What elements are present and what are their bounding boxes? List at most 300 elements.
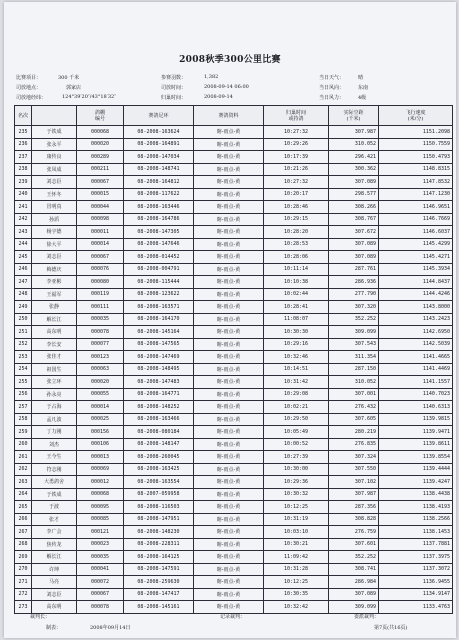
arrival-cell: 10:12:25 — [264, 501, 329, 514]
distance-cell: 307.672 — [329, 226, 379, 239]
header-speed: 飞行速度 (米/分) — [379, 106, 453, 126]
ring-cell: 08-2008-148230 — [124, 526, 194, 539]
arrival-cell: 10:11:14 — [264, 263, 329, 276]
loft-id-cell: 000011 — [77, 226, 124, 239]
project-label: 比赛项目： — [16, 75, 42, 81]
table-row — [15, 551, 453, 564]
ring-cell: 08-2008-164786 — [124, 213, 194, 226]
arrival-cell: 10:30:30 — [264, 326, 329, 339]
distance-cell: 311.354 — [329, 351, 379, 364]
rank-cell: 244 — [15, 238, 32, 251]
speed-cell: 1145.4271 — [379, 251, 453, 264]
speed-cell: 1141.4665 — [379, 351, 453, 364]
loft-id-cell: 000044 — [77, 201, 124, 214]
ring-cell: 08-2008-147565 — [124, 338, 194, 351]
rank-cell: 250 — [15, 313, 32, 326]
arrival-cell: 10:17:39 — [264, 151, 329, 164]
ring-cell: 08-2008-164771 — [124, 388, 194, 401]
table-body — [15, 126, 453, 614]
distance-cell: 276.835 — [329, 438, 379, 451]
rank-cell: 255 — [15, 376, 32, 389]
header-bird-info: 赛鸽资料 — [194, 106, 264, 126]
speed-cell: 1139.4247 — [379, 476, 453, 489]
arrival-cell: 10:02:21 — [264, 401, 329, 414]
loft-id-cell: 000085 — [77, 513, 124, 526]
wind-force-label: 当日风力： — [319, 95, 345, 101]
rank-cell: 261 — [15, 451, 32, 464]
distance-cell: 286.936 — [329, 276, 379, 289]
ring-cell: 08-2008-148252 — [124, 401, 194, 414]
arrival-cell: 10:12:25 — [264, 576, 329, 589]
arrival-cell: 10:28:53 — [264, 238, 329, 251]
bird-info-cell: 瞎-雨点-黄 — [194, 276, 264, 289]
ring-cell: 08-2008-163466 — [124, 413, 194, 426]
entries-label: 参赛羽数： — [161, 75, 187, 81]
loft-id-cell: 000012 — [77, 476, 124, 489]
bird-info-cell: 瞎-雨点-黄 — [194, 201, 264, 214]
speed-cell: 1142.5039 — [379, 338, 453, 351]
distance-cell: 310.052 — [329, 376, 379, 389]
speed-cell: 1141.4469 — [379, 363, 453, 376]
table-row — [15, 588, 453, 601]
rank-cell: 263 — [15, 476, 32, 489]
owner-cell: 李亚彬 — [32, 276, 77, 289]
wind-direction-value: 东南 — [358, 85, 369, 91]
arrival-cell: 10:20:17 — [264, 188, 329, 201]
rank-cell: 240 — [15, 188, 32, 201]
loft-id-cell: 000111 — [77, 301, 124, 314]
table-row — [15, 138, 453, 151]
distance-cell: 287.150 — [329, 363, 379, 376]
ring-cell: 08-2008-147469 — [124, 351, 194, 364]
owner-cell: 高东明 — [32, 601, 77, 614]
table-row — [15, 563, 453, 576]
ring-cell: 08-2008-148147 — [124, 438, 194, 451]
distance-cell: 280.219 — [329, 426, 379, 439]
owner-cell: 张静 — [32, 301, 77, 314]
loft-id-cell: 000014 — [77, 238, 124, 251]
rank-cell: 237 — [15, 151, 32, 164]
ring-cell: 08-2008-163571 — [124, 301, 194, 314]
bird-info-cell: 瞎-雨点-黄 — [194, 538, 264, 551]
bird-info-cell: 瞎-雨点-黄 — [194, 401, 264, 414]
owner-cell: 徐大平 — [32, 238, 77, 251]
header-distance: 实际空距 (千米) — [329, 106, 379, 126]
table-header-row — [15, 106, 453, 126]
speed-cell: 1141.1557 — [379, 376, 453, 389]
owner-cell: 张凤成 — [32, 163, 77, 176]
bird-info-cell: 瞎-雨点-黄 — [194, 313, 264, 326]
weather-value: 晴 — [358, 75, 364, 81]
loft-id-cell: 000025 — [77, 413, 124, 426]
speed-cell: 1143.2423 — [379, 313, 453, 326]
speed-cell: 1138.2566 — [379, 513, 453, 526]
owner-cell: 冒明真 — [32, 201, 77, 214]
owner-cell: 于铁成 — [32, 488, 77, 501]
owner-cell: 孟凡波 — [32, 413, 77, 426]
ring-cell: 08-2007-059958 — [124, 488, 194, 501]
speed-cell: 1138.4193 — [379, 501, 453, 514]
bird-info-cell: 瞎-雨点-黄 — [194, 413, 264, 426]
ring-cell: 08-2008-147591 — [124, 563, 194, 576]
owner-cell: 符志刚 — [32, 463, 77, 476]
distance-cell: 352.252 — [329, 313, 379, 326]
owner-cell: 大勇鸽舍 — [32, 476, 77, 489]
arrival-cell: 10:27:32 — [264, 126, 329, 139]
loft-id-cell: 000078 — [77, 326, 124, 339]
ring-cell: 08-2008-164812 — [124, 176, 194, 189]
loft-id-cell: 000077 — [77, 338, 124, 351]
distance-cell: 287.356 — [329, 501, 379, 514]
rank-cell: 239 — [15, 176, 32, 189]
header-ring: 赛鸽足环 — [124, 106, 194, 126]
rank-cell: 259 — [15, 426, 32, 439]
document-title: 2008秋季300公里比赛 — [179, 55, 281, 65]
bird-info-cell: 瞎-雨点-黄 — [194, 251, 264, 264]
bird-info-cell: 瞎-雨点-黄 — [194, 126, 264, 139]
rank-cell: 266 — [15, 513, 32, 526]
loft-id-cell: 000289 — [77, 151, 124, 164]
referee-label: 裁判长： — [30, 614, 51, 620]
loft-id-cell: 000041 — [77, 563, 124, 576]
ring-cell: 08-2008-148741 — [124, 163, 194, 176]
arrival-cell: 10:21:26 — [264, 163, 329, 176]
weather-label: 当日天气： — [319, 75, 345, 81]
bird-info-cell: 瞎-雨点-黄 — [194, 476, 264, 489]
speed-cell: 1139.9471 — [379, 426, 453, 439]
speed-cell: 1138.1453 — [379, 526, 453, 539]
ring-cell: 08-2008-080184 — [124, 426, 194, 439]
page-number: 第7页(共16页) — [374, 625, 408, 631]
arrival-cell: 10:29:08 — [264, 388, 329, 401]
table-row — [15, 413, 453, 426]
distance-cell: 308.266 — [329, 201, 379, 214]
rank-cell: 248 — [15, 288, 32, 301]
rank-cell: 273 — [15, 601, 32, 614]
release-time-label: 司放时间： — [161, 85, 187, 91]
owner-cell: 高东明 — [32, 326, 77, 339]
distance-cell: 307.987 — [329, 126, 379, 139]
speed-cell: 1146.6037 — [379, 226, 453, 239]
table-row — [15, 538, 453, 551]
loft-id-cell: 000121 — [77, 526, 124, 539]
arrival-cell: 10:28:20 — [264, 226, 329, 239]
speed-cell: 1138.4438 — [379, 488, 453, 501]
arrival-cell: 10:29:16 — [264, 338, 329, 351]
coordinates-value: 124°39′20″/43°18′32″ — [62, 94, 117, 100]
table-row — [15, 601, 453, 614]
speed-cell: 1139.9815 — [379, 413, 453, 426]
arrival-cell: 10:28:41 — [264, 301, 329, 314]
loft-id-cell: 000035 — [77, 551, 124, 564]
bird-info-cell: 瞎-雨点-黄 — [194, 463, 264, 476]
table-row — [15, 388, 453, 401]
arrival-cell: 10:05:49 — [264, 426, 329, 439]
arrival-cell: 10:28:46 — [264, 201, 329, 214]
ring-cell: 08-2008-115444 — [124, 276, 194, 289]
speed-cell: 1134.9147 — [379, 588, 453, 601]
rank-cell: 242 — [15, 213, 32, 226]
bird-info-cell: 瞎-雨点-黄 — [194, 426, 264, 439]
speed-cell: 1145.4299 — [379, 238, 453, 251]
table-row — [15, 338, 453, 351]
loft-id-cell: 000035 — [77, 313, 124, 326]
made-date: 2008年09月14日 — [90, 625, 131, 631]
arrival-cell: 11:08:07 — [264, 313, 329, 326]
rank-cell: 243 — [15, 226, 32, 239]
arrival-cell: 10:32:46 — [264, 351, 329, 364]
bird-info-cell: 瞎-雨点-黄 — [194, 513, 264, 526]
owner-cell: 孙滔 — [32, 213, 77, 226]
rank-cell: 251 — [15, 326, 32, 339]
owner-cell: 李长安 — [32, 338, 77, 351]
table-row — [15, 251, 453, 264]
ring-cell: 08-2008-163624 — [124, 126, 194, 139]
distance-cell: 307.605 — [329, 413, 379, 426]
table-row — [15, 488, 453, 501]
owner-cell: 于占海 — [32, 401, 77, 414]
arrival-cell: 10:31:42 — [264, 376, 329, 389]
distance-cell: 307.089 — [329, 588, 379, 601]
rank-cell: 253 — [15, 351, 32, 364]
owner-cell: 马亮 — [32, 576, 77, 589]
speed-cell: 1140.7023 — [379, 388, 453, 401]
table-row — [15, 513, 453, 526]
table-row — [15, 351, 453, 364]
wind-force-value: 4级 — [358, 95, 367, 101]
table-row — [15, 576, 453, 589]
distance-cell: 308.828 — [329, 513, 379, 526]
ring-cell: 08-2008-163425 — [124, 463, 194, 476]
table-row — [15, 376, 453, 389]
owner-cell: 梅德庆 — [32, 263, 77, 276]
bird-info-cell: 瞎-雨点-黄 — [194, 238, 264, 251]
rank-cell: 271 — [15, 576, 32, 589]
rank-cell: 265 — [15, 501, 32, 514]
table-row — [15, 501, 453, 514]
rank-cell: 246 — [15, 263, 32, 276]
speed-cell: 1147.1230 — [379, 188, 453, 201]
table-row — [15, 438, 453, 451]
distance-cell: 287.761 — [329, 263, 379, 276]
loft-id-cell: 000015 — [77, 188, 124, 201]
owner-cell: 李广会 — [32, 526, 77, 539]
speed-cell: 1137.7881 — [379, 538, 453, 551]
speed-cell: 1148.8315 — [379, 163, 453, 176]
ring-cell: 08-2008-014452 — [124, 251, 194, 264]
owner-cell: 康传良 — [32, 151, 77, 164]
ring-cell: 08-2008-123622 — [124, 288, 194, 301]
speed-cell: 1150.4793 — [379, 151, 453, 164]
table-row — [15, 401, 453, 414]
loft-id-cell: 000123 — [77, 351, 124, 364]
arrival-cell: 10:14:51 — [264, 363, 329, 376]
ring-cell: 08-2008-147305 — [124, 226, 194, 239]
owner-cell: 刘杰 — [32, 438, 77, 451]
bird-info-cell: 瞎-雨点-黄 — [194, 326, 264, 339]
table-row — [15, 126, 453, 139]
arrival-cell: 10:00:52 — [264, 438, 329, 451]
speed-cell: 1146.7669 — [379, 213, 453, 226]
rank-cell: 268 — [15, 538, 32, 551]
table-row — [15, 451, 453, 464]
loft-id-cell: 000095 — [77, 501, 124, 514]
rank-cell: 262 — [15, 463, 32, 476]
owner-cell: 许坤 — [32, 563, 77, 576]
arrival-cell: 10:02:44 — [264, 288, 329, 301]
rank-cell: 256 — [15, 388, 32, 401]
distance-cell: 307.324 — [329, 451, 379, 464]
ring-cell: 08-2008-117622 — [124, 188, 194, 201]
bird-info-cell: 瞎-雨点-黄 — [194, 188, 264, 201]
arrival-cell: 10:30:21 — [264, 538, 329, 551]
ring-cell: 08-2008-164891 — [124, 138, 194, 151]
bird-info-cell: 瞎-雨点-黄 — [194, 526, 264, 539]
bird-info-cell: 瞎-雨点-黄 — [194, 576, 264, 589]
table-row — [15, 188, 453, 201]
ring-cell: 08-2008-260045 — [124, 451, 194, 464]
distance-cell: 276.759 — [329, 526, 379, 539]
rank-cell: 272 — [15, 588, 32, 601]
distance-cell: 296.421 — [329, 151, 379, 164]
table-row — [15, 226, 453, 239]
bird-info-cell: 瞎-雨点-黄 — [194, 163, 264, 176]
header-loft-id: 鸽棚 编号 — [77, 106, 124, 126]
loft-id-cell: 000106 — [77, 438, 124, 451]
ring-cell: 08-2008-147646 — [124, 238, 194, 251]
bird-info-cell: 瞎-雨点-黄 — [194, 263, 264, 276]
distance-cell: 307.089 — [329, 238, 379, 251]
bird-info-cell: 瞎-雨点-黄 — [194, 451, 264, 464]
loft-id-cell: 000020 — [77, 138, 124, 151]
distance-cell: 308.741 — [329, 563, 379, 576]
rank-cell: 247 — [15, 276, 32, 289]
owner-cell: 刘志臣 — [32, 588, 77, 601]
loft-id-cell: 000080 — [77, 276, 124, 289]
rank-cell: 254 — [15, 363, 32, 376]
table-row — [15, 263, 453, 276]
rank-cell: 235 — [15, 126, 32, 139]
owner-cell: 王福军 — [32, 288, 77, 301]
table-row — [15, 426, 453, 439]
table-row — [15, 288, 453, 301]
owner-cell: 刘志臣 — [32, 251, 77, 264]
table-row — [15, 463, 453, 476]
release-site-value: 郭家店 — [66, 85, 82, 91]
made-by-label: 制表： — [46, 625, 62, 631]
owner-cell: 杨宇德 — [32, 226, 77, 239]
owner-cell: 丁力刚 — [32, 426, 77, 439]
loft-id-cell: 000069 — [77, 463, 124, 476]
table-row — [15, 163, 453, 176]
ring-cell: 08-2008-163446 — [124, 201, 194, 214]
speed-cell: 1137.3072 — [379, 563, 453, 576]
bird-info-cell: 瞎-雨点-黄 — [194, 601, 264, 614]
bird-info-cell: 瞎-雨点-黄 — [194, 388, 264, 401]
distance-cell: 310.052 — [329, 138, 379, 151]
distance-cell: 307.601 — [329, 538, 379, 551]
coordinates-label: 司放地经纬： — [16, 95, 47, 101]
loft-id-cell: 000211 — [77, 163, 124, 176]
bird-info-cell: 瞎-雨点-黄 — [194, 138, 264, 151]
table-row — [15, 276, 453, 289]
rank-cell: 257 — [15, 401, 32, 414]
judge-label: 委派裁判： — [354, 614, 380, 620]
arrival-cell: 10:28:06 — [264, 251, 329, 264]
return-time-label: 归巢时间： — [161, 95, 187, 101]
distance-cell: 307.089 — [329, 176, 379, 189]
table-row — [15, 213, 453, 226]
arrival-cell: 10:31:28 — [264, 563, 329, 576]
distance-cell: 307.320 — [329, 301, 379, 314]
rank-cell: 267 — [15, 526, 32, 539]
bird-info-cell: 瞎-雨点-黄 — [194, 488, 264, 501]
rank-cell: 269 — [15, 551, 32, 564]
bird-info-cell: 瞎-雨点-黄 — [194, 176, 264, 189]
speed-cell: 1150.7559 — [379, 138, 453, 151]
speed-cell: 1133.4763 — [379, 601, 453, 614]
distance-cell: 300.362 — [329, 163, 379, 176]
project-value: 300 千米 — [58, 75, 80, 81]
arrival-cell: 10:30:32 — [264, 488, 329, 501]
speed-cell: 1137.3975 — [379, 551, 453, 564]
rank-cell: 249 — [15, 301, 32, 314]
distance-cell: 307.089 — [329, 251, 379, 264]
table-row — [15, 363, 453, 376]
loft-id-cell: 000055 — [77, 388, 124, 401]
arrival-cell: 10:10:38 — [264, 276, 329, 289]
ring-cell: 08-2008-147483 — [124, 376, 194, 389]
speed-cell: 1142.6950 — [379, 326, 453, 339]
owner-cell: 解长江 — [32, 313, 77, 326]
ring-cell: 08-2008-116503 — [124, 501, 194, 514]
loft-id-cell: 000067 — [77, 176, 124, 189]
arrival-cell: 10:27:39 — [264, 451, 329, 464]
distance-cell: 307.001 — [329, 388, 379, 401]
bird-info-cell: 瞎-雨点-黄 — [194, 288, 264, 301]
table-row — [15, 526, 453, 539]
distance-cell: 276.432 — [329, 401, 379, 414]
rank-cell: 260 — [15, 438, 32, 451]
release-site-label: 司放地点： — [16, 85, 42, 91]
speed-cell: 1140.6313 — [379, 401, 453, 414]
distance-cell: 352.252 — [329, 551, 379, 564]
arrival-cell: 10:30:00 — [264, 463, 329, 476]
loft-id-cell: 000119 — [77, 288, 124, 301]
table-row — [15, 476, 453, 489]
distance-cell: 286.984 — [329, 576, 379, 589]
owner-cell: 焦传龙 — [32, 538, 77, 551]
speed-cell: 1144.8437 — [379, 276, 453, 289]
loft-id-cell: 000068 — [77, 126, 124, 139]
loft-id-cell: 000068 — [77, 488, 124, 501]
bird-info-cell: 瞎-雨点-黄 — [194, 363, 264, 376]
ring-cell: 08-2008-147034 — [124, 151, 194, 164]
loft-id-cell: 000098 — [77, 213, 124, 226]
ring-cell: 08-2008-164125 — [124, 551, 194, 564]
arrival-cell: 11:09:42 — [264, 551, 329, 564]
rank-cell: 264 — [15, 488, 32, 501]
bird-info-cell: 瞎-雨点-黄 — [194, 226, 264, 239]
bird-info-cell: 瞎-雨点-黄 — [194, 351, 264, 364]
arrival-cell: 10:29:36 — [264, 476, 329, 489]
speed-cell: 1144.4246 — [379, 288, 453, 301]
speed-cell: 1151.2098 — [379, 126, 453, 139]
rank-cell: 241 — [15, 201, 32, 214]
bird-info-cell: 瞎-雨点-黄 — [194, 151, 264, 164]
arrival-cell: 10:29:26 — [264, 138, 329, 151]
ring-cell: 08-2008-259630 — [124, 576, 194, 589]
